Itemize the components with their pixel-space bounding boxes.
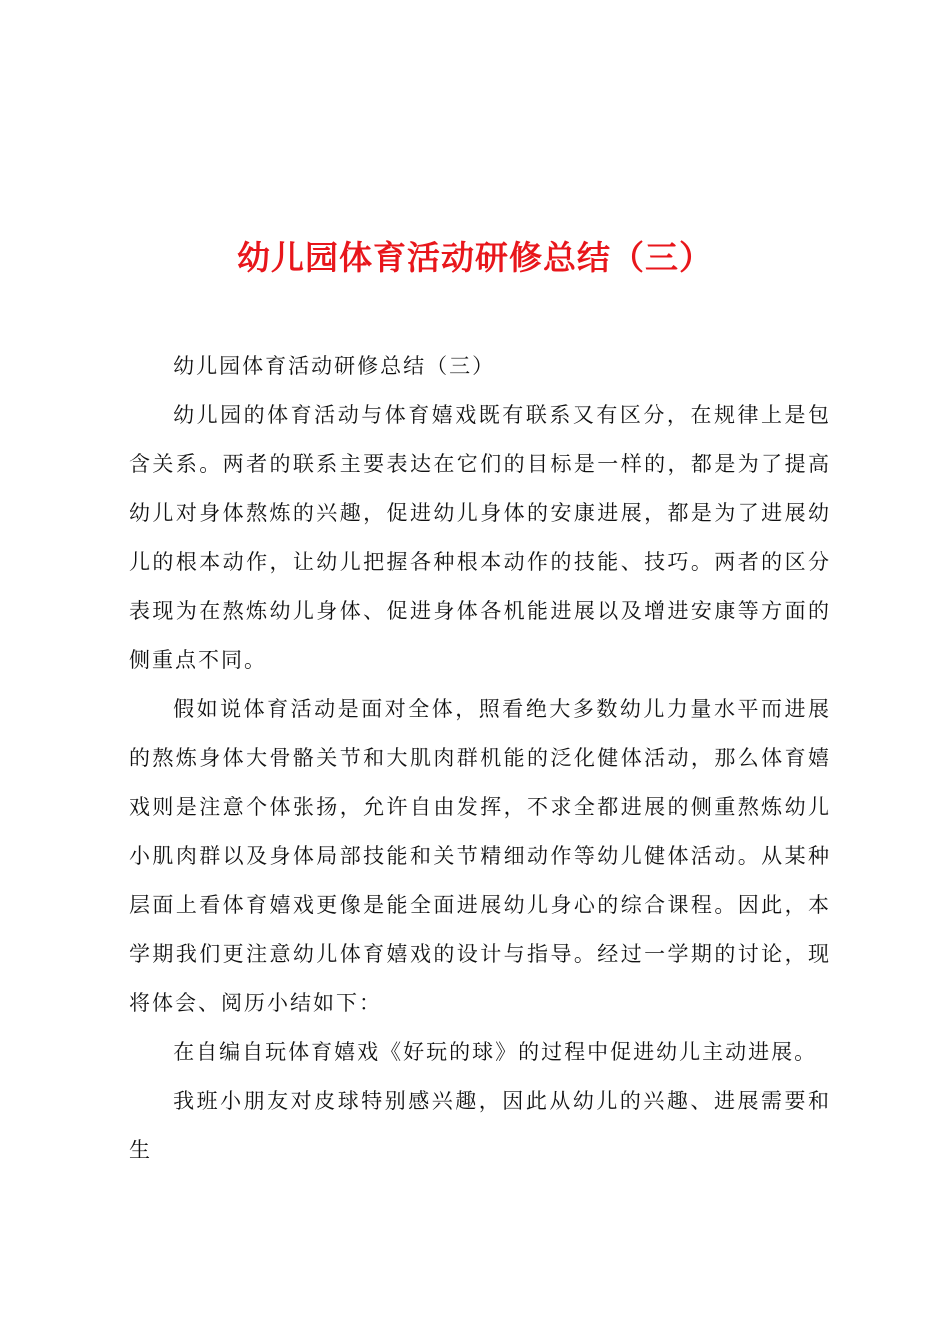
paragraph: 我班小朋友对皮球特别感兴趣，因此从幼儿的兴趣、进展需要和生: [129, 1089, 831, 1162]
document-title: 幼儿园体育活动研修总结（三）: [237, 238, 713, 278]
paragraph: 在自编自玩体育嬉戏《好玩的球》的过程中促进幼儿主动进展。: [173, 1040, 818, 1064]
paragraph: 幼儿园的体育活动与体育嬉戏既有联系又有区分，在规律上是包含关系。两者的联系主要表达在它们的目标是一样的，都是为了提高幼儿对身体熬炼的兴趣，促进幼儿身体的安康进展，都是为了进展幼儿的根本动作，让幼儿把握各种根本动作的技能、技巧。两者的区分表现为在熬炼幼儿身体、促进身体各机能进展以及增进安康等方面的侧重点不同。: [129, 403, 831, 672]
paragraph: 假如说体育活动是面对全体，照看绝大多数幼儿力量水平而进展的熬炼身体大骨骼关节和大肌肉群机能的泛化健体活动，那么体育嬉戏则是注意个体张扬，允许自由发挥，不求全都进展的侧重熬炼幼儿小肌肉群以及身体局部技能和关节精细动作等幼儿健体活动。从某种层面上看体育嬉戏更像是能全面进展幼儿身心的综合课程。因此，本学期我们更注意幼儿体育嬉戏的设计与指导。经过一学期的讨论，现将体会、阅历小结如下：: [129, 697, 831, 1015]
paragraph-subtitle: 幼儿园体育活动研修总结（三）: [173, 354, 496, 378]
document-body: [129, 342, 831, 1175]
